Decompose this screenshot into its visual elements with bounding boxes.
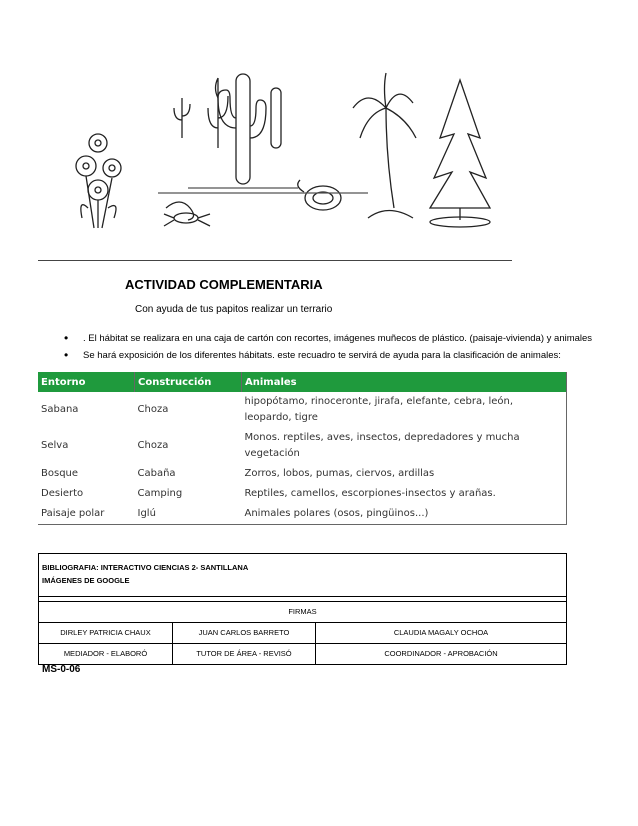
cell-entorno: Bosque (41, 468, 79, 479)
flower-illustration (76, 134, 121, 228)
instruction-list (58, 330, 592, 364)
signer-name: CLAUDIA MAGALY OCHOA (393, 628, 489, 637)
palm-tree-illustration (353, 73, 416, 218)
scorpion-illustration (164, 202, 210, 226)
document-code: MS-0-06 (42, 664, 81, 675)
habitat-illustration (68, 68, 516, 243)
cell-entorno: Selva (41, 440, 69, 451)
cell-entorno: Paisaje polar (38, 504, 135, 525)
table-row (38, 504, 567, 525)
signer-name: DIRLEY PATRICIA CHAUX (39, 623, 173, 643)
bibliography-header (39, 554, 566, 597)
signer-role: MEDIADOR - ELABORÓ (39, 644, 173, 664)
cell-construccion: Choza (137, 404, 169, 415)
cactus-illustration (174, 74, 281, 184)
page-subtitle: Con ayuda de tus papitos realizar un terrario (135, 304, 333, 315)
table-row (38, 484, 567, 504)
table-row (38, 392, 567, 428)
snake-illustration (298, 180, 341, 210)
cell-construccion: Cabaña (137, 468, 176, 479)
instruction-item: • . El hábitat se realizara en una caja de cartón con recortes, imágenes muñecos de plástico. (paisaje-vivienda) y animales (58, 330, 592, 347)
column-header-animales: Animales (242, 372, 567, 392)
table-row (38, 428, 567, 464)
cell-entorno: Desierto (41, 488, 84, 499)
cell-animales: Reptiles, camellos, escorpiones-insectos y arañas. (242, 484, 567, 504)
cell-animales: Monos. reptiles, aves, insectos, depredadores y mucha vegetación (242, 428, 567, 464)
column-header-construccion: Construcción (135, 372, 242, 392)
signer-role: COORDINADOR - APROBACIÓN (384, 649, 498, 658)
cell-animales: hipopótamo, rinoceronte, jirafa, elefante, cebra, león, leopardo, tigre (242, 392, 567, 428)
signer-role: TUTOR DE ÁREA - REVISÓ (173, 644, 316, 664)
signer-name: JUAN CARLOS BARRETO (173, 623, 316, 643)
cell-construccion: Camping (137, 488, 183, 499)
bibliography-line: BIBLIOGRAFIA: INTERACTIVO CIENCIAS 2- SANTILLANA (42, 563, 249, 572)
table-row (38, 464, 567, 484)
bibliography-line: IMÁGENES DE GOOGLE (42, 576, 130, 585)
divider-line (38, 260, 512, 261)
cell-animales: Zorros, lobos, pumas, ciervos, ardillas (242, 464, 567, 484)
cell-construccion: Choza (137, 440, 169, 451)
page-title: ACTIVIDAD COMPLEMENTARIA (125, 277, 323, 292)
signature-roles-row (39, 643, 566, 664)
cell-entorno: Sabana (41, 404, 79, 415)
pine-tree-illustration (430, 80, 490, 227)
bibliography-box (38, 553, 567, 665)
table-header-row (38, 372, 567, 392)
signature-names-row (39, 623, 566, 643)
column-header-entorno: Entorno (38, 372, 135, 392)
cell-animales: Animales polares (osos, pingüinos...) (242, 504, 567, 525)
instruction-item: • Se hará exposición de los diferentes hábitats. este recuadro te servirá de ayuda para la clasificación de animales: (58, 347, 592, 364)
signatures-label: FIRMAS (39, 602, 566, 623)
cell-construccion: Iglú (135, 504, 242, 525)
habitat-table (38, 372, 567, 525)
